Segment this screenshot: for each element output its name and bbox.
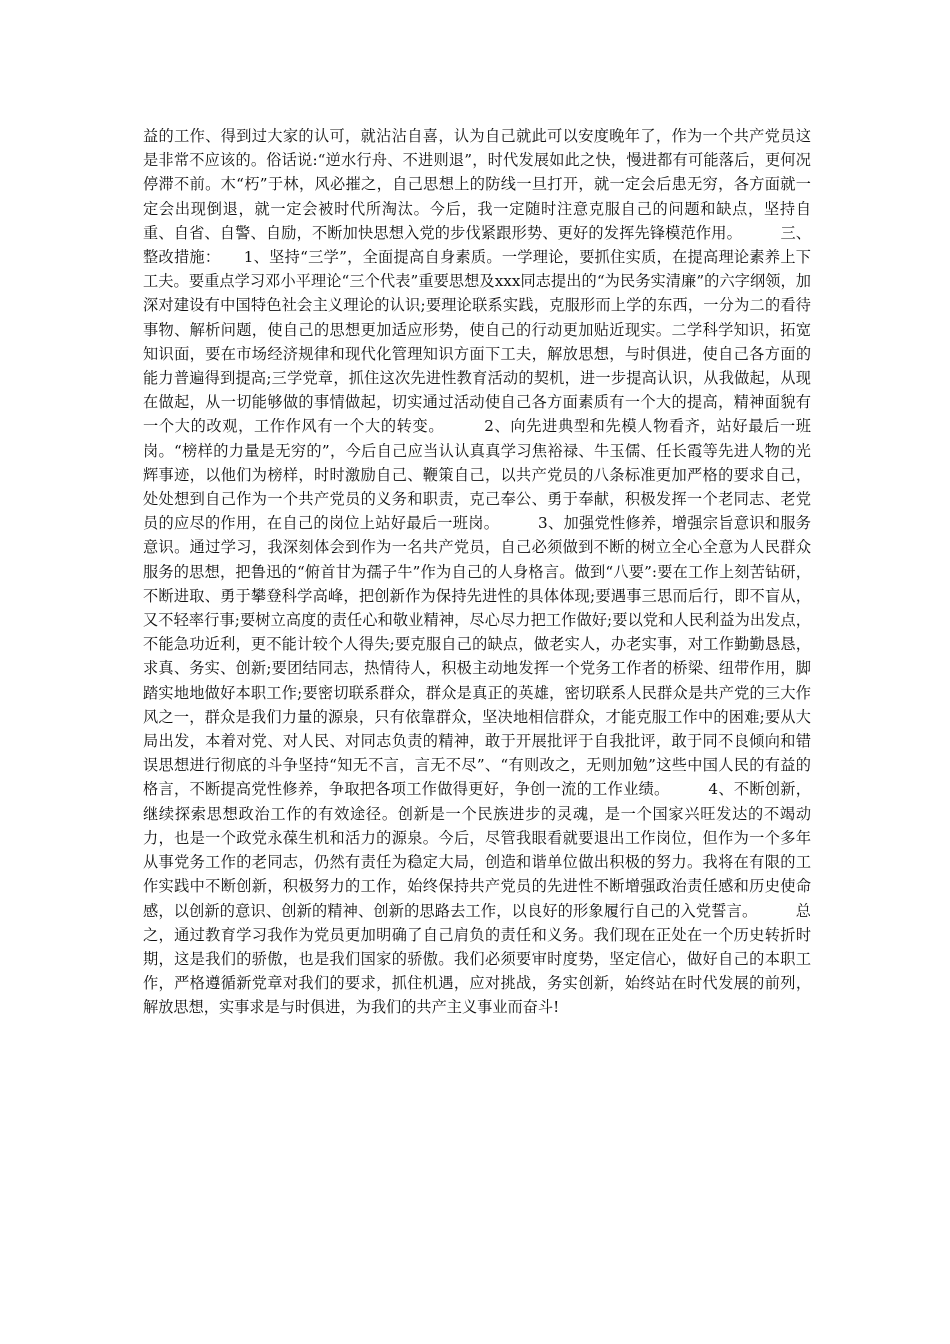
body-paragraph: 益的工作、得到过大家的认可，就沾沾自喜，认为自己就此可以安度晚年了，作为一个共产党员这是非常不应该的。俗话说:“逆水行舟、不进则退”，时代发展如此之快，慢进都有可能落后，更何况停滞不前。木“朽”于林，风必摧之，自己思想上的防线一旦打开，就一定会后患无穷，各方面就一定会出现倒退，就一定会被时代所淘汰。今后，我一定随时注意克服自己的问题和缺点，坚持自重、自省、自警、自励，不断加快思想入党的步伐紧跟形势、更好的发挥先锋模范作用。 三、整改措施： 1、坚持“三学”，全面提高自身素质。一学理论，要抓住实质，在提高理论素养上下工夫。要重点学习邓小平理论“三个代表”重要思想及xxx同志提出的“为民务实清廉”的六字纲领，加深对建设有中国特色社会主义理论的认识;要理论联系实践，克服形而上学的东西，一分为二的看待事物、解析问题，使自己的思想更加适应形势，使自己的行动更加贴近现实。二学科学知识，拓宽知识面，要在市场经济规律和现代化管理知识方面下工夫，解放思想，与时俱进，使自己各方面的能力普遍得到提高;三学党章，抓住这次先进性教育活动的契机，进一步提高认识，从我做起，从现在做起，从一切能够做的事情做起，切实通过活动使自己各方面素质有一个大的提高，精神面貌有一个大的改观，工作作风有一个大的转变。 2、向先进典型和先模人物看齐，站好最后一班岗。“榜样的力量是无穷的”，今后自己应当认认真真学习焦裕禄、牛玉儒、任长霞等先进人物的光辉事迹，以他们为榜样，时时激励自己、鞭策自己，以共产党员的八条标准更加严格的要求自己，处处想到自己作为一个共产党员的义务和职责，克己奉公、勇于奉献，积极发挥一个老同志、老党员的应尽的作用，在自己的岗位上站好最后一班岗。 3、加强党性修养，增强宗旨意识和服务意识。通过学习，我深刻体会到作为一名共产党员，自己必须做到不断的树立全心全意为人民群众服务的思想，把鲁迅的“俯首甘为孺子牛”作为自己的人身格言。做到“八要”:要在工作上刻苦钻研，不断进取、勇于攀登科学高峰，把创新作为保持先进性的具体体现;要遇事三思而后行，即不盲从，又不轻率行事;要树立高度的责任心和敬业精神，尽心尽力把工作做好;要以党和人民利益为出发点，不能急功近利，更不能计较个人得失;要克服自己的缺点，做老实人，办老实事，对工作勤勤恳恳，求真、务实、创新;要团结同志，热情待人，积极主动地发挥一个党务工作者的桥梁、纽带作用，脚踏实地地做好本职工作;要密切联系群众，群众是真正的英雄，密切联系人民群众是共产党的三大作风之一，群众是我们力量的源泉，只有依靠群众，坚决地相信群众，才能克服工作中的困难;要从大局出发，本着对党、对人民、对同志负责的精神，敢于开展批评于自我批评，敢于同不良倾向和错误思想进行彻底的斗争坚持“知无不言，言无不尽”、“有则改之，无则加勉”这些中国人民的有益的格言，不断提高党性修养，争取把各项工作做得更好，争创一流的工作业绩。 4、不断创新，继续探索思想政治工作的有效途径。创新是一个民族进步的灵魂，是一个国家兴旺发达的不竭动力，也是一个政党永葆生机和活力的源泉。今后，尽管我眼看就要退出工作岗位，但作为一个多年从事党务工作的老同志，仍然有责任为稳定大局，创造和谐单位做出积极的努力。我将在有限的工作实践中不断创新，积极努力的工作，始终保持共产党员的先进性不断增强政治责任感和历史使命感，以创新的意识、创新的精神、创新的思路去工作，以良好的形象履行自己的入党誓言。 总之，通过教育学习我作为党员更加明确了自己肩负的责任和义务。我们现在正处在一个历史转折时期，这是我们的骄傲，也是我们国家的骄傲。我们必须要审时度势，坚定信心，做好自己的本职工作，严格遵循新党章对我们的要求，抓住机遇，应对挑战，务实创新，始终站在时代发展的前列，解放思想，实事求是与时俱进，为我们的共产主义事业而奋斗!	[143, 127, 811, 1017]
